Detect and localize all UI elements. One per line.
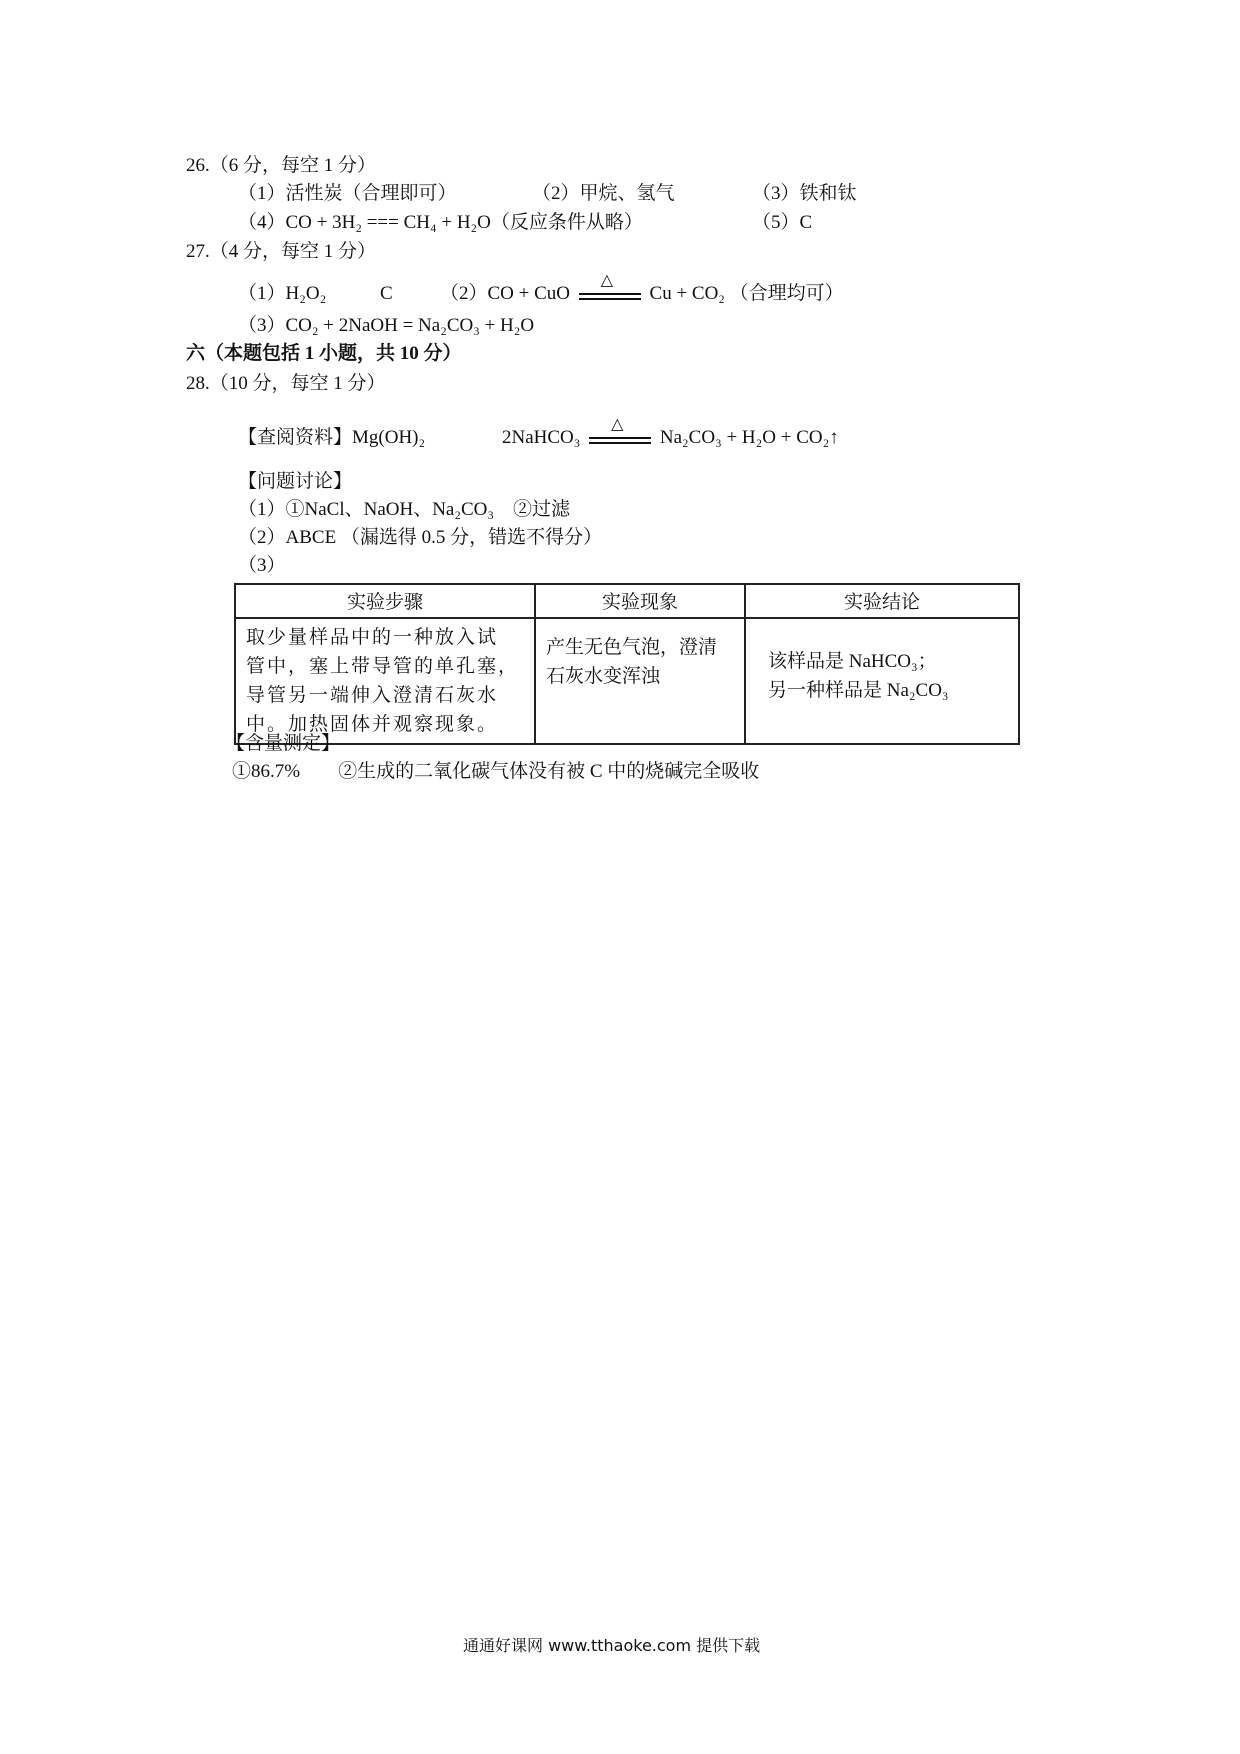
conclusion-line: 另一种样品是 Na₂CO₃ [768,680,949,701]
q28-lookup-equation [502,415,839,449]
q28-lookup [238,428,425,447]
q26-heading: 26.（6 分，每空 1 分） [186,155,377,176]
q28-discussion-3: （3） [238,555,286,576]
table-row [235,618,1019,744]
step-line: 中。加热固体并观察现象。 [246,714,499,735]
heat-condition-icon: △ [600,271,614,289]
q28-eq-right: Na₂CO₃ + H₂O + CO₂↑ [659,427,839,448]
q26-answer-1: （1）活性炭（合理即可） [238,183,457,204]
q28-discussion-2: （2）ABCE （漏选得 0.5 分，错选不得分） [238,527,603,548]
q26-answer-2: （2）甲烷、氢气 [532,183,675,204]
q26-answer-4: （4）CO + 3H₂ === CH₄ + H₂O（反应条件从略） [238,212,643,233]
step-line: 取少量样品中的一种放入试 [246,627,499,648]
step-line: 导管另一端伸入澄清石灰水 [246,685,499,706]
heat-condition-icon: △ [611,415,624,433]
q28-discussion-1: （1）①NaCl、NaOH、Na₂CO₃ ②过滤 [238,499,570,520]
table-header-conclusion: 实验结论 [745,584,1019,618]
heating-equals-sign [585,415,655,449]
table-header-step: 实验步骤 [235,584,535,618]
q28-eq-left: 2NaHCO₃ [502,427,581,448]
table-header-phenomenon: 实验现象 [535,584,745,618]
phenomenon-line: 产生无色气泡，澄清 [546,637,718,658]
step-line: 管中，塞上带导管的单孔塞， [246,656,520,677]
cell-phenomenon [535,618,745,744]
q26-answer-3: （3）铁和钛 [752,183,857,204]
cell-conclusion [745,618,1019,744]
q27-answer-2 [440,271,844,305]
cell-step [235,618,535,744]
section-title: 六（本题包括 1 小题，共 10 分） [186,343,462,364]
q27-heading: 27.（4 分，每空 1 分） [186,241,377,262]
experiment-table [234,583,1020,745]
q27-answer-1b: C [380,283,393,304]
q27-eq-right: Cu + CO₂ （合理均可） [649,283,844,304]
q27-eq-left: （2）CO + CuO [440,283,571,304]
q27-answer-3: （3）CO₂ + 2NaOH = Na₂CO₃ + H₂O [238,315,535,336]
footer-text: 通通好课网 www.tthaoke.com 提供下载 [463,1636,761,1655]
q28-heading: 28.（10 分，每空 1 分） [186,373,386,394]
table-header-row [235,584,1019,618]
q27-answer-1: （1）H₂O₂ [238,283,327,304]
q26-answer-5: （5）C [752,212,813,233]
phenomenon-line: 石灰水变浑浊 [546,666,661,687]
q28-content-answer: ①86.7% ②生成的二氧化碳气体没有被 C 中的烧碱完全吸收 [232,761,760,782]
conclusion-line: 该样品是 NaHCO₃； [768,651,937,672]
q28-content-label: 【含量测定】 [226,733,341,754]
heating-equals-sign [575,271,645,305]
q28-discussion-label: 【问题讨论】 [238,471,353,492]
q28-lookup-label: 【查阅资料】Mg(OH)₂ [238,427,426,448]
